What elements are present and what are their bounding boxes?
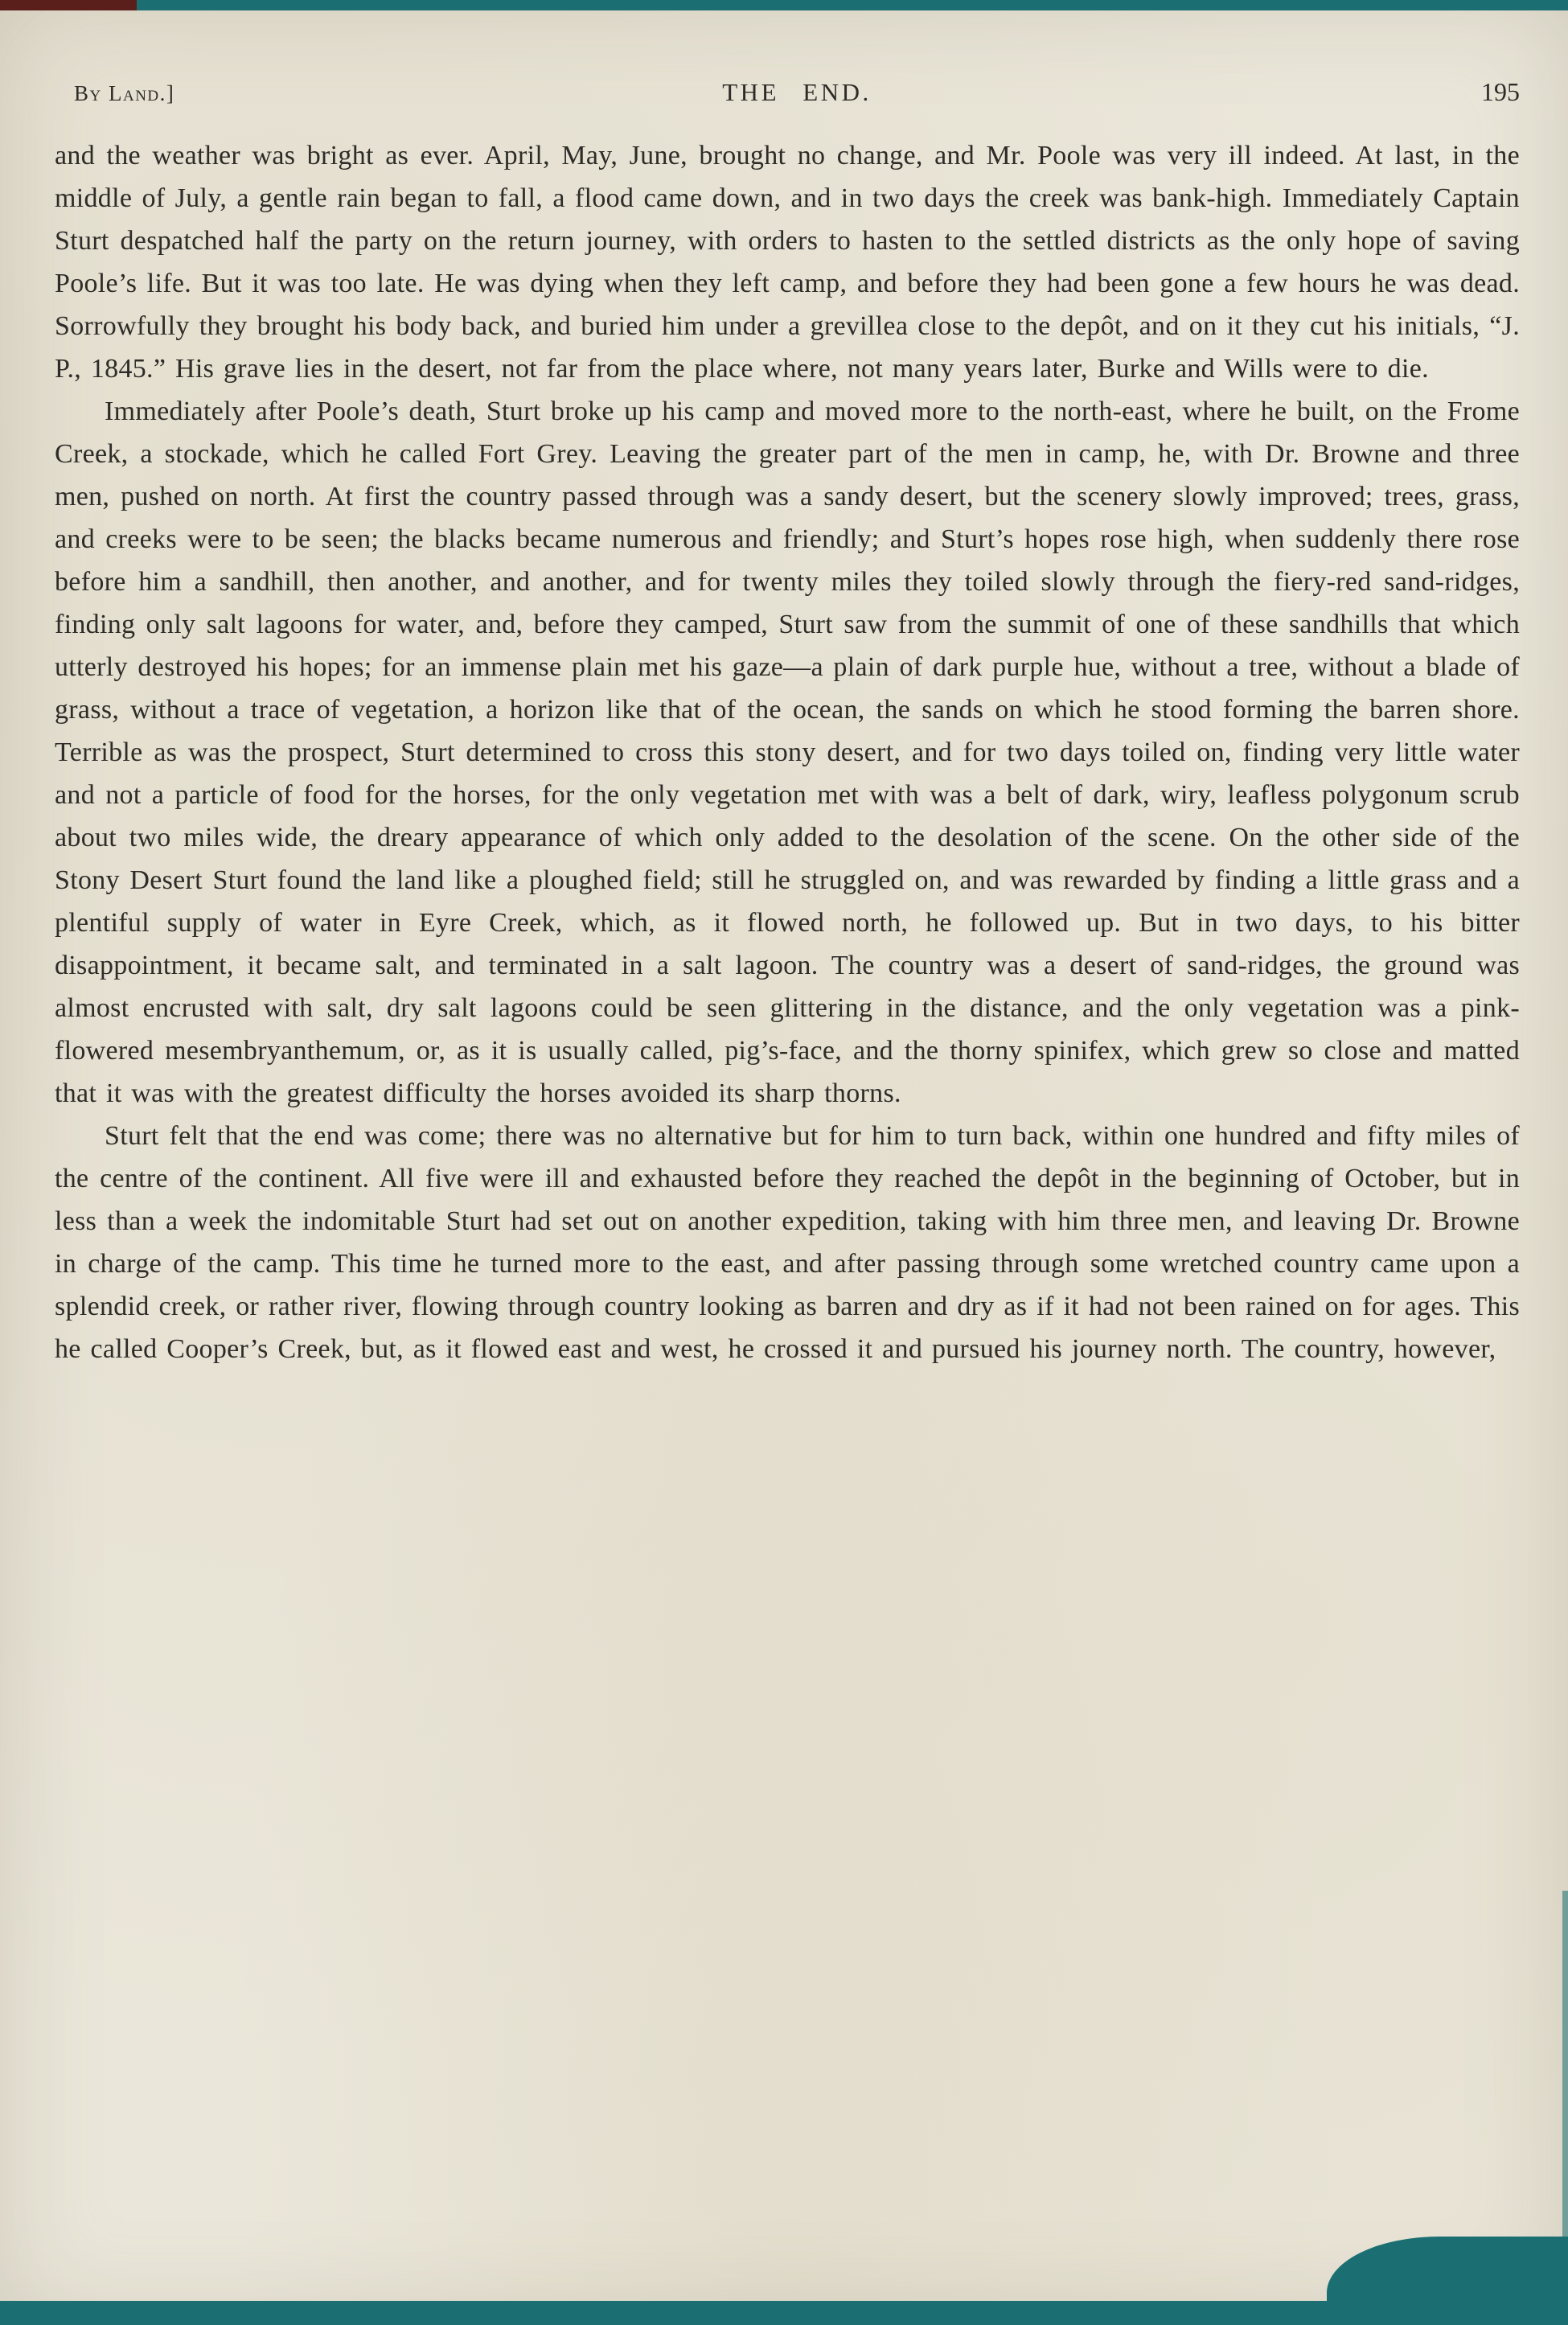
page-header	[55, 77, 1520, 107]
page-number: 195	[1481, 77, 1520, 106]
paragraph: Immediately after Poole’s death, Sturt broke up his camp and moved more to the north-east, where he built, on the Frome Creek, a stockade, which he called Fort Grey. Leaving the greater part of the men in camp, he, with Dr. Browne and three men, pushed on north. At first the country passed through was a sandy desert, but the scenery slowly improved; trees, grass, and creeks were to be seen; the blacks became numerous and friendly; and Sturt’s hopes rose high, when suddenly there rose before him a sandhill, then another, and another, and for twenty miles they toiled slowly through the fiery-red sand-ridges, finding only salt lagoons for water, and, before they camped, Sturt saw from the summit of one of these sandhills that which utterly destroyed his hopes; for an immense plain met his gaze—a plain of dark purple hue, without a tree, without a blade of grass, without a trace of vegetation, a horizon like that of the ocean, the sands on which he stood forming the barren shore. Terrible as was the prospect, Sturt determined to cross this stony desert, and for two days toiled on, finding very little water and not a particle of food for the horses, for the only vegetation met with was a belt of dark, wiry, leafless polygonum scrub about two miles wide, the dreary appearance of which only added to the desolation of the scene. On the other side of the Stony Desert Sturt found the land like a ploughed field; still he struggled on, and was rewarded by finding a little grass and a plentiful supply of water in Eyre Creek, which, as it flowed north, he followed up. But in two days, to his bitter disappointment, it became salt, and terminated in a salt lagoon. The country was a desert of sand-ridges, the ground was almost encrusted with salt, dry salt lagoons could be seen glittering in the distance, and the only vegetation was a pink-flowered mesembryanthemum, or, as it is usually called, pig’s-face, and the thorny spinifex, which grew so close and matted that it was with the greatest difficulty the horses avoided its sharp thorns.	[55, 396, 1520, 1108]
paragraph-continuation: and the weather was bright as ever. April, May, June, brought no change, and Mr. Poole was very ill indeed. At last, in the middle of July, a gentle rain began to fall, a flood came down, and in two days the creek was bank-high. Immediately Captain Sturt despatched half the party on the return journey, with orders to hasten to the settled districts as the only hope of saving Poole’s life. But it was too late. He was dying when they left camp, and before they had been gone a few hours he was dead. Sorrowfully they brought his body back, and buried him under a grevillea close to the depôt, and on it they cut his initials, “J. P., 1845.” His grave lies in the desert, not far from the place where, not many years later, Burke and Wills were to die.	[55, 141, 1520, 384]
chapter-title: THE END.	[722, 78, 872, 106]
book-cover-edge-top-maroon	[0, 0, 137, 10]
body-text	[55, 134, 1520, 1370]
book-cover-edge-bottom	[0, 2301, 1568, 2325]
running-title-left: By Land.]	[74, 81, 175, 105]
page-content	[55, 77, 1520, 1370]
paragraph: Sturt felt that the end was come; there was no alternative but for him to turn back, within one hundred and fifty miles of the centre of the continent. All five were ill and exhausted before they reached the depôt in the beginning of October, but in less than a week the indomitable Sturt had set out on another expedition, taking with him three men, and leaving Dr. Browne in charge of the camp. This time he turned more to the east, and after passing through some wretched country came upon a splendid creek, or rather river, flowing through country looking as barren and dry as if it had not been rained on for ages. This he called Cooper’s Creek, but, as it flowed east and west, he crossed it and pursued his journey north. The country, however,	[55, 1121, 1520, 1364]
book-cover-edge-top	[0, 0, 1568, 10]
